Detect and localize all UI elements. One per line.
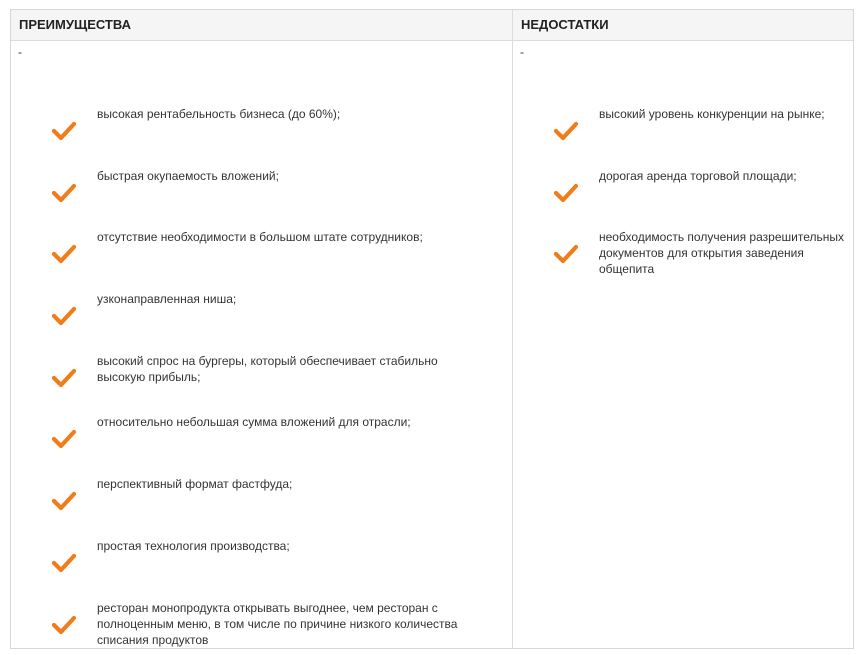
checkmark-icon [51, 428, 77, 450]
advantages-header: ПРЕИМУЩЕСТВА [11, 10, 513, 40]
advantages-column [11, 41, 513, 648]
advantage-text: отсутствие необходимости в большом штате сотрудников; [97, 230, 423, 244]
advantage-text: относительно небольшая сумма вложений для отрасли; [97, 415, 411, 429]
disadvantages-header: НЕДОСТАТКИ [521, 17, 609, 32]
checkmark-icon [51, 490, 77, 512]
disadvantages-column [513, 41, 853, 648]
checkmark-icon [51, 367, 77, 389]
advantages-dash: - [18, 45, 22, 59]
checkmark-icon [51, 182, 77, 204]
advantage-text: быстрая окупаемость вложений; [97, 169, 279, 183]
checkmark-icon [51, 552, 77, 574]
disadvantage-text: необходимость получения разрешительных документов для открытия заведения общепита [599, 230, 844, 276]
checkmark-icon [51, 243, 77, 265]
checkmark-icon [51, 305, 77, 327]
checkmark-icon [51, 614, 77, 636]
advantage-text: простая технология производства; [97, 539, 290, 553]
disadvantages-dash: - [520, 45, 524, 59]
checkmark-icon [553, 243, 579, 265]
advantage-text: перспективный формат фастфуда; [97, 477, 293, 491]
pros-cons-table [10, 9, 854, 649]
table-header [11, 10, 853, 41]
advantage-text: узконаправленная ниша; [97, 292, 237, 306]
table-body [11, 41, 853, 648]
disadvantage-text: дорогая аренда торговой площади; [599, 169, 797, 183]
advantage-text: высокий спрос на бургеры, который обеспечивает стабильно высокую прибыль; [97, 354, 438, 384]
checkmark-icon [553, 182, 579, 204]
disadvantage-text: высокий уровень конкуренции на рынке; [599, 107, 825, 121]
checkmark-icon [553, 120, 579, 142]
advantage-text: ресторан монопродукта открывать выгоднее, чем ресторан с полноценным меню, в том числе по причине низкого количества списания продуктов [97, 601, 458, 647]
advantage-text: высокая рентабельность бизнеса (до 60%); [97, 107, 341, 121]
checkmark-icon [51, 120, 77, 142]
